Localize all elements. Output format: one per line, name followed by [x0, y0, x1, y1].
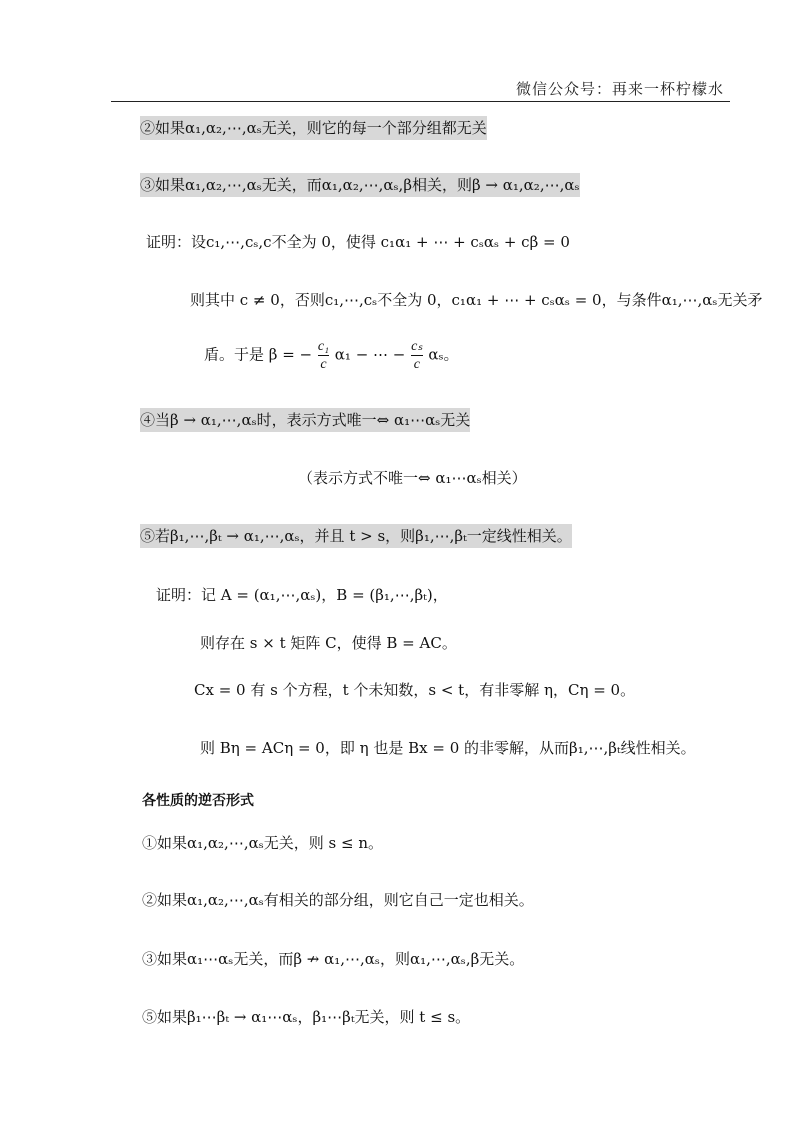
converse-2: ②如果α₁,α₂,⋯,αₛ有相关的部分组，则它自己一定也相关。	[142, 891, 534, 909]
proof-2-line-1: 证明：记 A = (α₁,⋯,αₛ)，B = (β₁,⋯,βₜ)，	[156, 586, 448, 604]
property-4-note: （表示方式不唯一⇔ α₁⋯αₛ相关）	[298, 469, 527, 487]
proof-1-line-3	[204, 338, 459, 373]
fraction-c1-over-c	[318, 338, 329, 373]
property-4	[140, 410, 470, 430]
converse-1: ①如果α₁,α₂,⋯,αₛ无关，则 s ≤ n。	[142, 834, 384, 852]
property-2-text: ②如果α₁,α₂,⋯,αₛ无关，则它的每一个部分组都无关	[140, 116, 487, 140]
header-title: 微信公众号：再来一杯柠檬水	[515, 80, 724, 98]
proof-2-line-3: Cx = 0 有 s 个方程，t 个未知数，s < t，有非零解 η，Cη = 0。	[194, 681, 636, 699]
fraction-c1-numerator: c₁	[317, 339, 329, 354]
proof-2-line-2: 则存在 s × t 矩阵 C，使得 B = AC。	[200, 634, 457, 652]
property-2	[140, 118, 487, 138]
property-5	[140, 526, 572, 546]
fraction-c1-denominator: c	[318, 355, 329, 373]
section-title: 各性质的逆否形式	[142, 792, 254, 808]
proof-2-line-4: 则 Bη = ACη = 0，即 η 也是 Bx = 0 的非零解，从而β₁,⋯,βₜ线性相关。	[200, 739, 696, 757]
proof-1-line-3-suffix: αₛ。	[428, 345, 459, 364]
property-5-text: ⑤若β₁,⋯,βₜ → α₁,⋯,αₛ，并且 t > s，则β₁,⋯,βₜ一定线性相关。	[140, 524, 572, 548]
proof-1-line-1: 证明：设c₁,⋯,cₛ,c不全为 0，使得 c₁α₁ + ⋯ + cₛαₛ + cβ = 0	[146, 233, 570, 251]
proof-1-line-3-middle: α₁ − ⋯ −	[334, 345, 406, 364]
converse-3: ③如果α₁⋯αₛ无关，而β ↛ α₁,⋯,αₛ，则α₁,⋯,αₛ,β无关。	[142, 950, 525, 968]
property-4-text: ④当β → α₁,⋯,αₛ时，表示方式唯一⇔ α₁⋯αₛ无关	[140, 408, 470, 432]
converse-5: ⑤如果β₁⋯βₜ → α₁⋯αₛ，β₁⋯βₜ无关，则 t ≤ s。	[142, 1008, 471, 1026]
property-3-text: ③如果α₁,α₂,⋯,αₛ无关，而α₁,α₂,⋯,αₛ,β相关，则β → α₁,α₂,⋯,αₛ	[140, 173, 580, 197]
fraction-cs-denominator: c	[411, 355, 422, 373]
property-3	[140, 175, 580, 195]
header-divider	[111, 101, 730, 102]
fraction-cs-numerator: cₛ	[411, 339, 423, 354]
proof-1-line-3-prefix: 盾。于是 β = −	[204, 345, 313, 364]
fraction-cs-over-c	[411, 338, 422, 373]
proof-1-line-2: 则其中 c ≠ 0，否则c₁,⋯,cₛ不全为 0，c₁α₁ + ⋯ + cₛαₛ = 0，与条件α₁,⋯,αₛ无关矛	[190, 291, 763, 309]
